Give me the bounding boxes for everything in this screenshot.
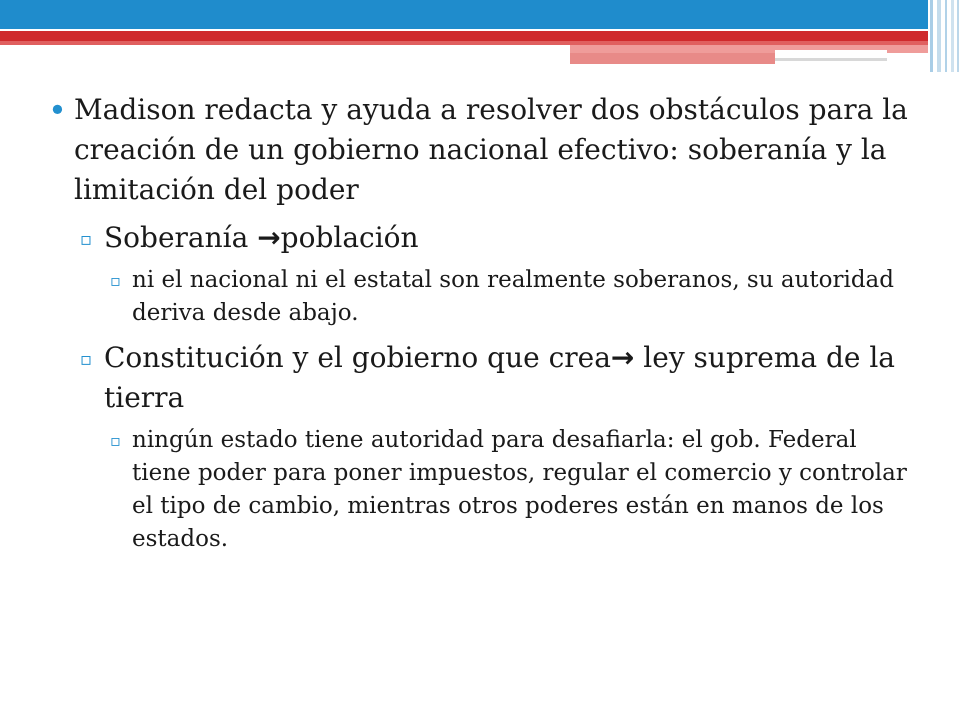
arrow-right-icon: → [257, 221, 281, 254]
bullet-level2-constitution [46, 338, 916, 418]
stripe [951, 0, 954, 72]
stripe [957, 0, 959, 72]
bullet-text-before: Soberanía [104, 221, 258, 254]
stripe [930, 0, 933, 72]
slide-body [46, 90, 916, 564]
bullet-text-after: población [280, 221, 419, 254]
square-bullet-icon: ▫ [80, 349, 93, 370]
arrow-right-icon: → [610, 341, 635, 374]
bullet-level3-constitution-detail [46, 424, 916, 556]
bullet-text-after: ley suprema de la tierra [104, 341, 896, 414]
bullet-text-detail: ni el nacional ni el estatal son realmente soberanos, su autoridad deriva desde abajo. [132, 267, 894, 326]
square-bullet-icon: ▫ [80, 229, 93, 250]
header-blue-band [0, 0, 928, 29]
stripe [937, 0, 941, 72]
bullet-dot-icon: • [48, 91, 67, 129]
square-bullet-icon: ▫ [110, 271, 121, 290]
stripe [945, 0, 947, 72]
bullet-text-before: Constitución y el gobierno que crea [104, 341, 611, 374]
bullet-level3-sovereignty-detail [46, 264, 916, 330]
bullet-level2-sovereignty [46, 218, 916, 258]
header-vertical-stripes [928, 0, 960, 72]
header-white-line [775, 50, 887, 53]
header-red-band [0, 31, 930, 41]
header-pink-band-lower [570, 53, 775, 64]
bullet-text-main: Madison redacta y ayuda a resolver dos obstáculos para la creación de un gobierno nacional efectivo: soberanía y la limitación del poder [74, 93, 908, 206]
square-bullet-icon: ▫ [110, 431, 121, 450]
header-decoration [0, 0, 960, 72]
bullet-level1 [46, 90, 916, 210]
bullet-text-detail: ningún estado tiene autoridad para desafiarla: el gob. Federal tiene poder para poner impuestos, regular el comercio y controlar el tipo de cambio, mientras otros poderes están en manos de los estados. [132, 427, 907, 552]
header-grey-line [775, 58, 887, 61]
